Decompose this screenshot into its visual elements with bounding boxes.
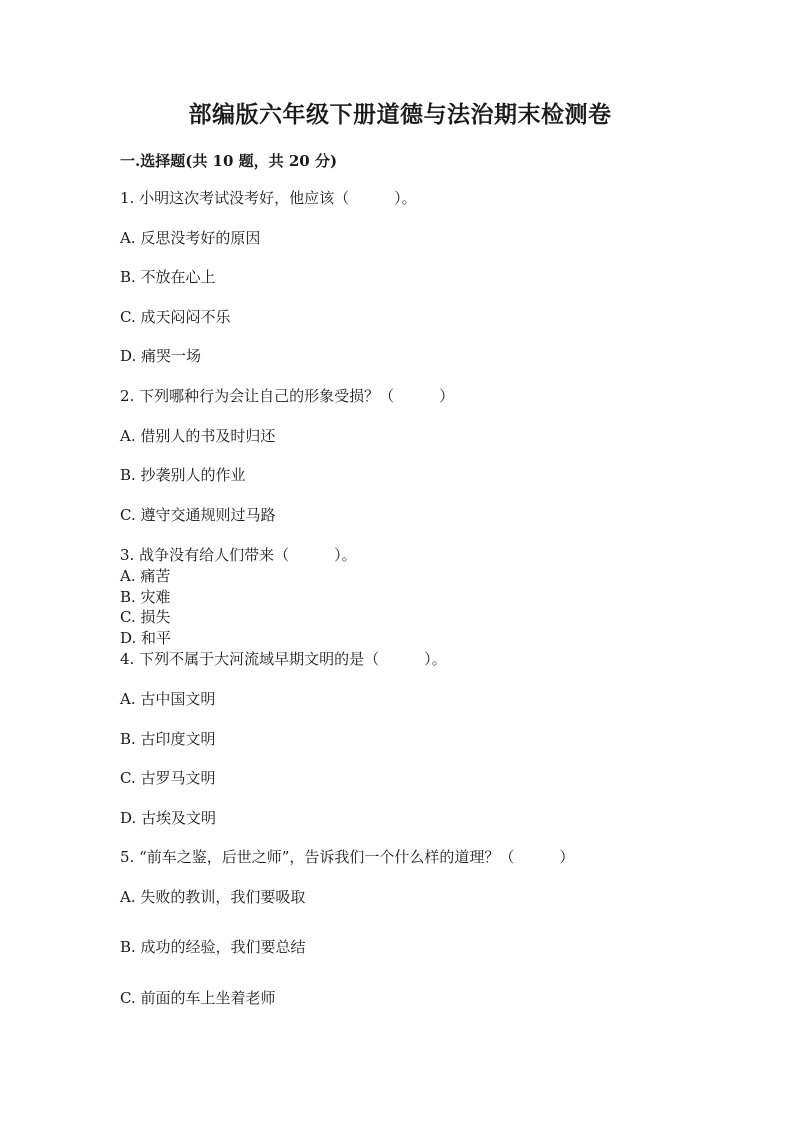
question-2-stem: 2. 下列哪种行为会让自己的形象受损？（ ） <box>120 387 455 405</box>
question-1-option-c: C. 成天闷闷不乐 <box>120 308 231 326</box>
question-5-stem: 5. “前车之鉴，后世之师”，告诉我们一个什么样的道理？（ ） <box>120 848 575 866</box>
question-5-option-a: A. 失败的教训，我们要吸取 <box>120 888 306 906</box>
question-3-option-c: C. 损失 <box>120 608 171 626</box>
question-2-option-c: C. 遵守交通规则过马路 <box>120 506 276 524</box>
page-title: 部编版六年级下册道德与法治期末检测卷 <box>188 101 612 128</box>
question-3-option-b: B. 灾难 <box>120 588 171 606</box>
question-4-stem: 4. 下列不属于大河流域早期文明的是（ ）。 <box>120 650 447 668</box>
question-3-stem: 3. 战争没有给人们带来（ ）。 <box>120 546 357 564</box>
question-2-option-b: B. 抄袭别人的作业 <box>120 466 246 484</box>
question-4-option-c: C. 古罗马文明 <box>120 769 216 787</box>
question-3-option-d: D. 和平 <box>120 629 172 647</box>
question-1-option-b: B. 不放在心上 <box>120 268 216 286</box>
question-2-option-a: A. 借别人的书及时归还 <box>120 427 276 445</box>
question-3-option-a: A. 痛苦 <box>120 567 171 585</box>
question-4-option-d: D. 古埃及文明 <box>120 809 217 827</box>
question-1-option-a: A. 反思没考好的原因 <box>120 229 261 247</box>
question-1-option-d: D. 痛哭一场 <box>120 347 202 365</box>
question-4-option-b: B. 古印度文明 <box>120 730 216 748</box>
section-heading: 一.选择题(共 10 题，共 20 分) <box>120 152 338 170</box>
question-5-option-c: C. 前面的车上坐着老师 <box>120 989 276 1007</box>
question-4-option-a: A. 古中国文明 <box>120 690 216 708</box>
question-5-option-b: B. 成功的经验，我们要总结 <box>120 938 306 956</box>
question-1-stem: 1. 小明这次考试没考好，他应该（ ）。 <box>120 189 417 207</box>
